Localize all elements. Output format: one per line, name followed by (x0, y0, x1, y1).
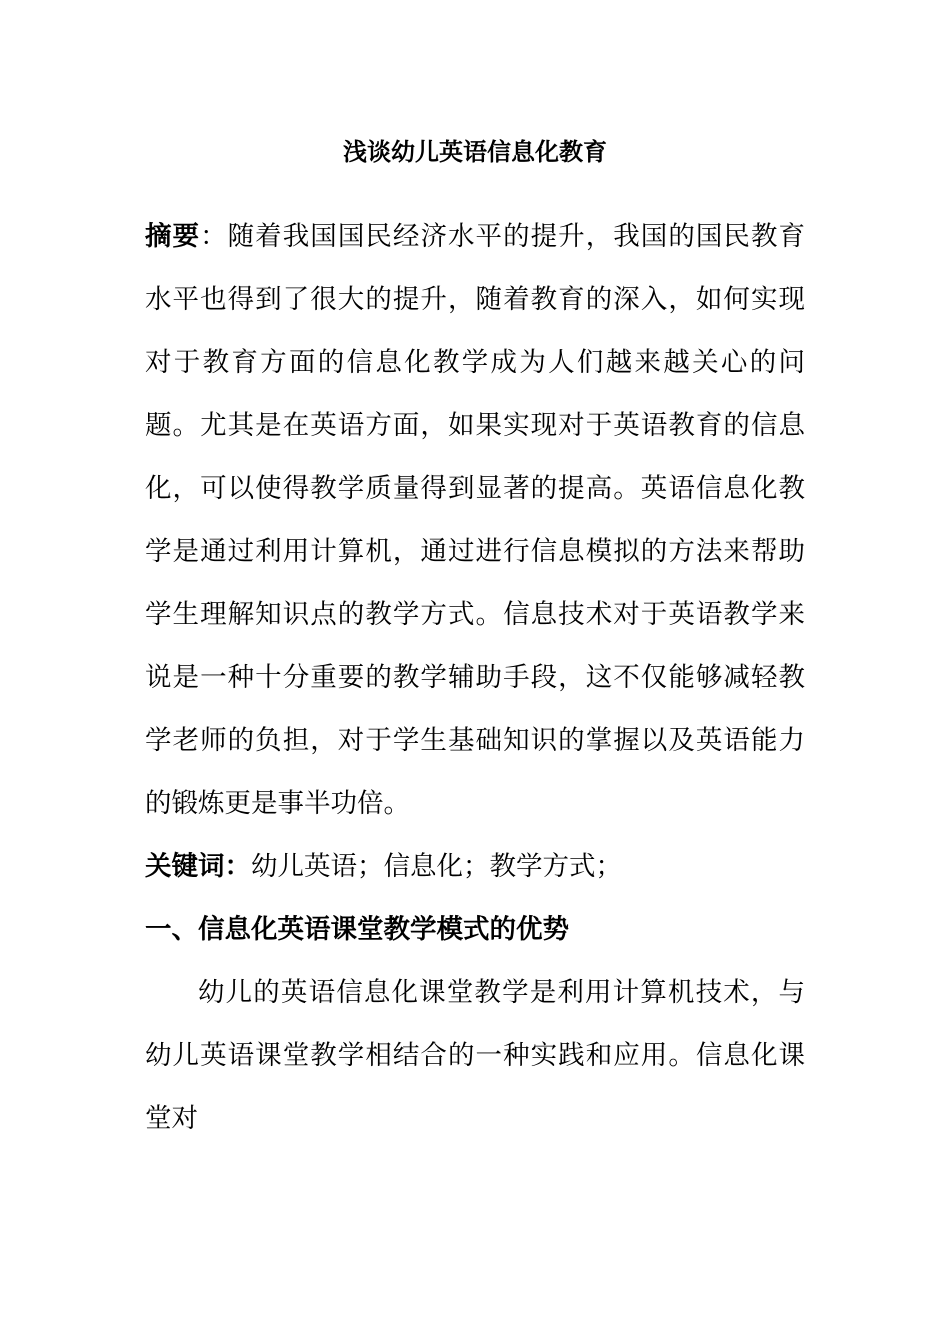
keywords-label: 关键词： (145, 851, 251, 882)
document-body (145, 130, 805, 1150)
keywords-paragraph (145, 835, 805, 898)
section-paragraph: 幼儿的英语信息化课堂教学是利用计算机技术，与幼儿英语课堂教学相结合的一种实践和应用。信息化课堂对 (145, 977, 805, 1134)
document-title: 浅谈幼儿英语信息化教育 (343, 137, 607, 166)
section-heading: 一、信息化英语课堂教学模式的优势 (145, 914, 569, 945)
abstract-colon: ： (200, 221, 228, 252)
keywords-text: 幼儿英语；信息化；教学方式； (251, 851, 622, 882)
abstract-paragraph (145, 205, 805, 835)
abstract-text: 随着我国国民经济水平的提升，我国的国民教育水平也得到了很大的提升，随着教育的深入，如何实现对于教育方面的信息化教学成为人们越来越关心的问题。尤其是在英语方面，如果实现对于英语教育的信息化，可以使得教学质量得到显著的提高。英语信息化教学是通过利用计算机，通过进行信息模拟的方法来帮助学生理解知识点的教学方式。信息技术对于英语教学来说是一种十分重要的教学辅助手段，这不仅能够减轻教学老师的负担，对于学生基础知识的掌握以及英语能力的锻炼更是事半功倍。 (145, 221, 806, 819)
abstract-label: 摘要 (145, 221, 201, 252)
